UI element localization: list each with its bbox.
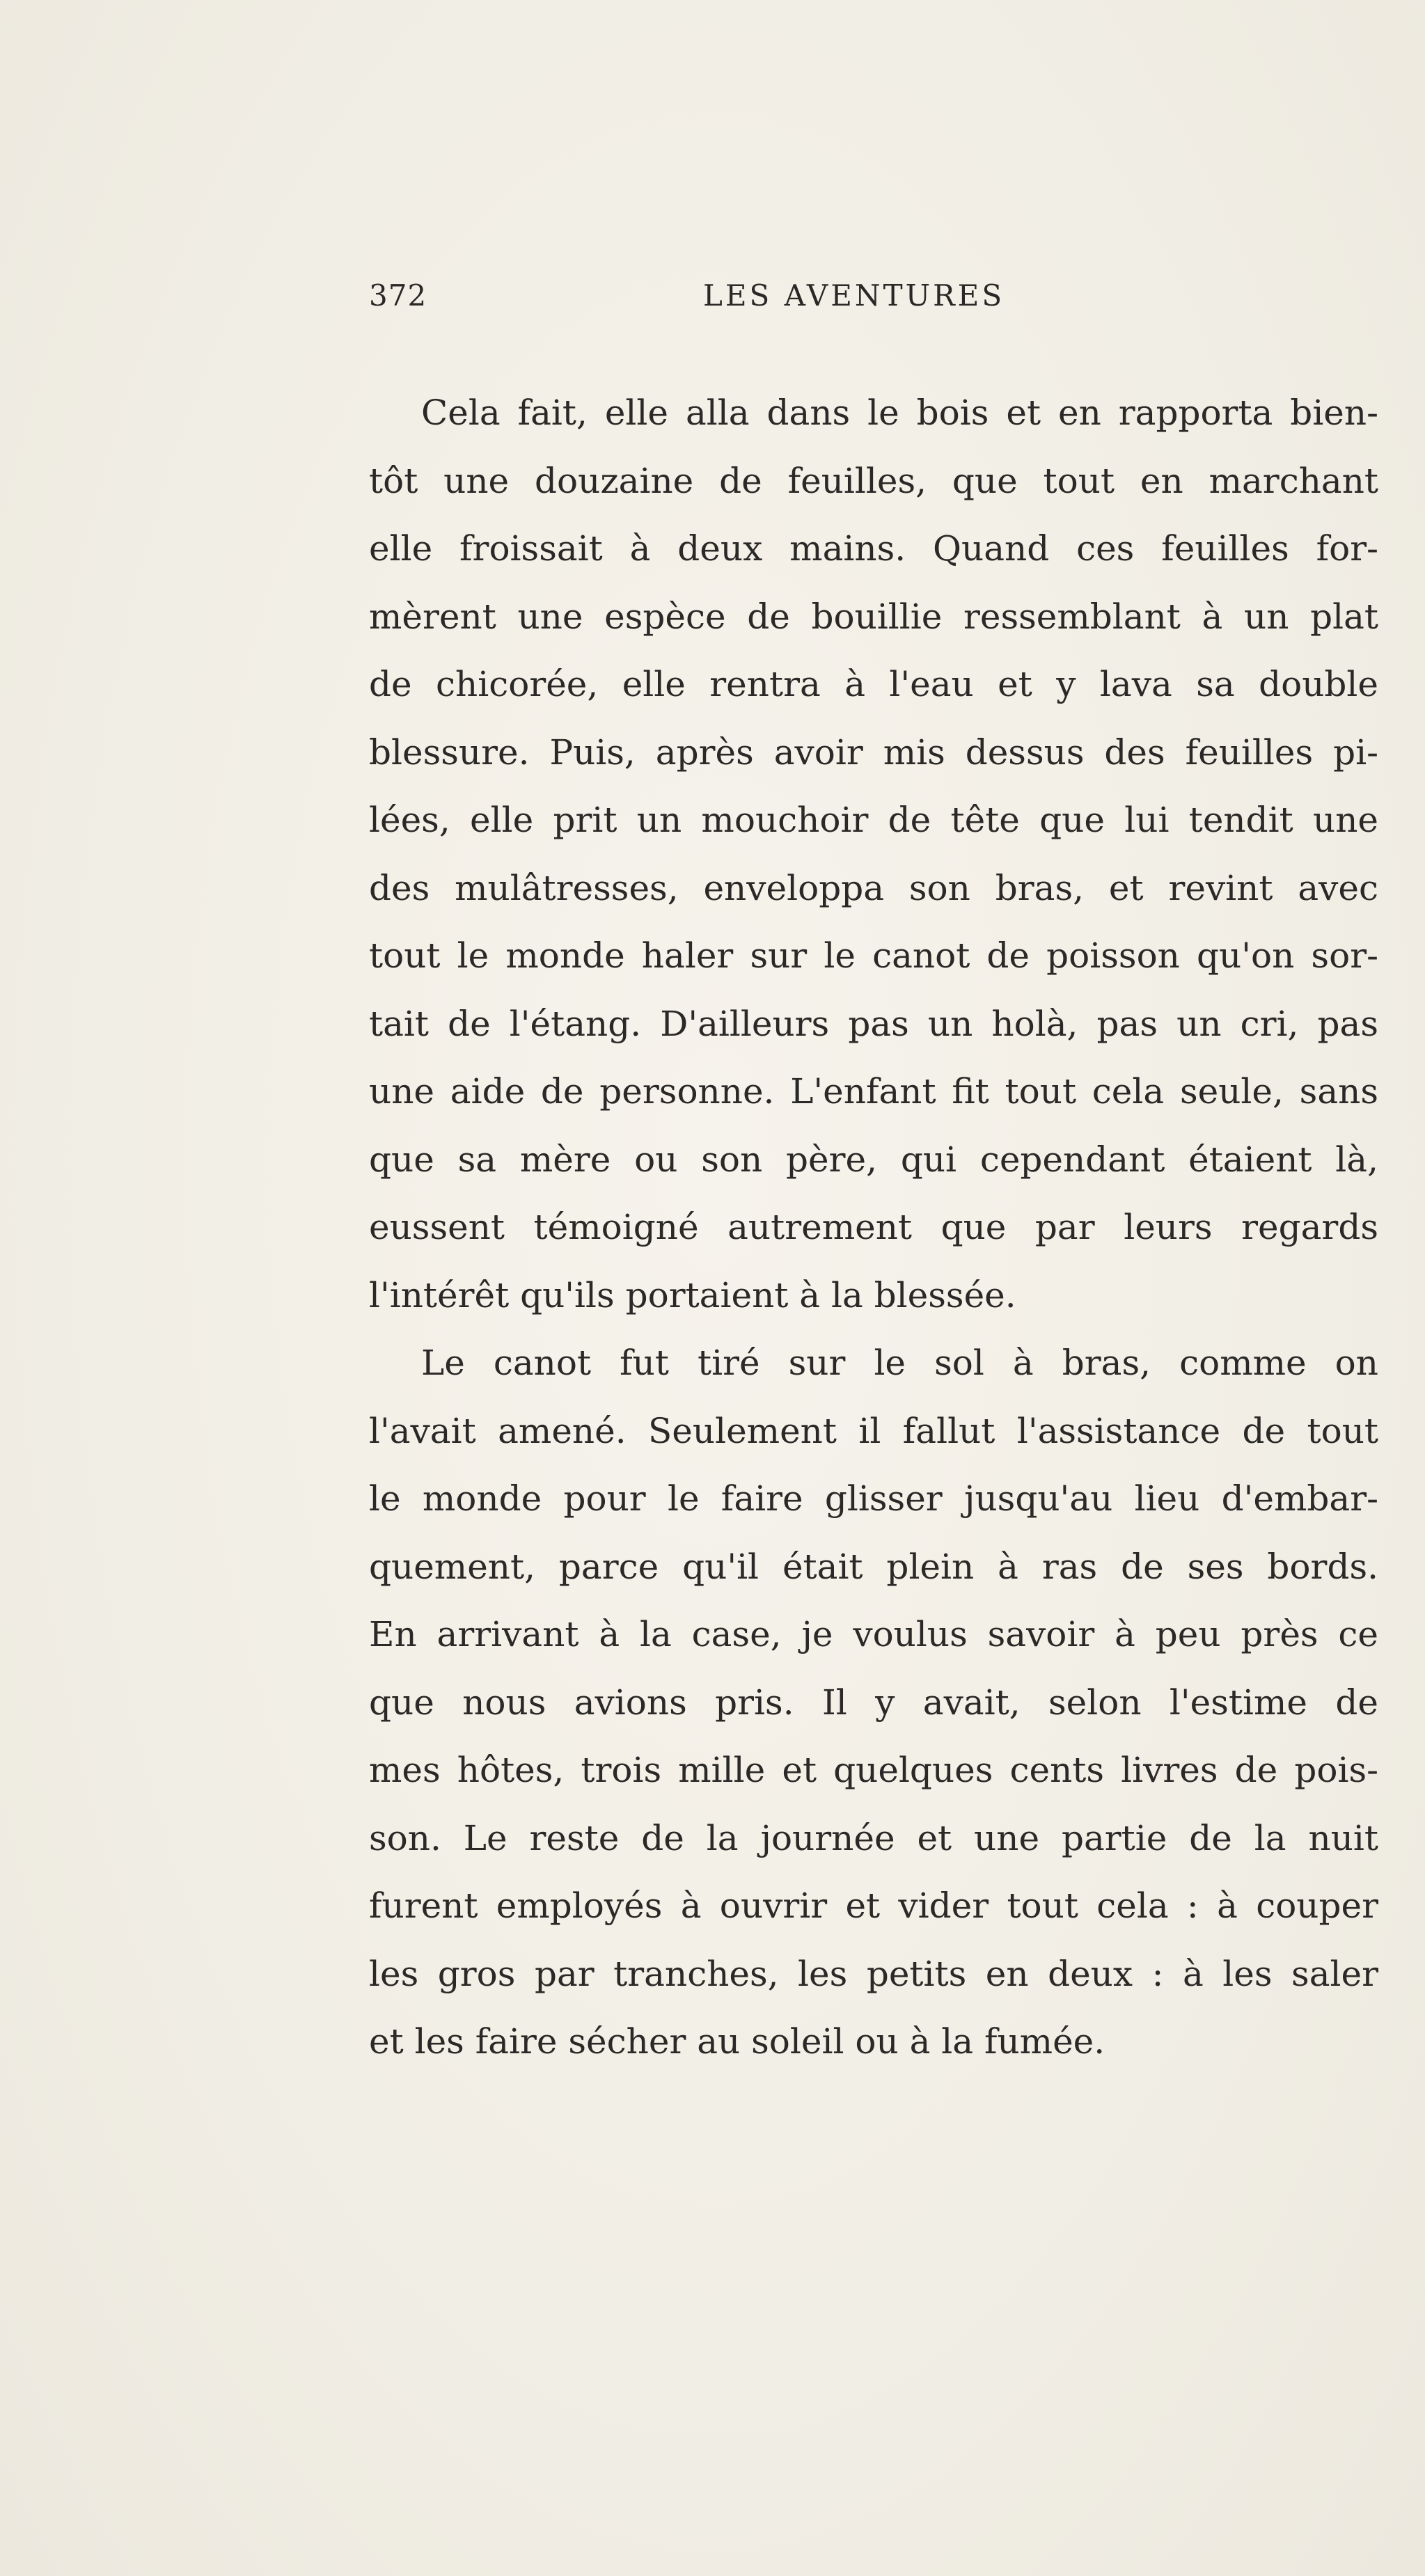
text-line: une aide de personne. L'enfant fit tout cela seule, sans	[369, 1071, 1378, 1112]
text-line: tout le monde haler sur le canot de poisson qu'on sor-	[369, 935, 1378, 976]
text-line: blessure. Puis, après avoir mis dessus des feuilles pi-	[369, 732, 1378, 773]
text-line: des mulâtresses, enveloppa son bras, et revint avec	[369, 867, 1378, 908]
text-line: que sa mère ou son père, qui cependant étaient là,	[369, 1139, 1378, 1180]
text-line: quement, parce qu'il était plein à ras de ses bords.	[369, 1546, 1378, 1587]
text-line: de chicorée, elle rentra à l'eau et y lava sa double	[369, 664, 1378, 704]
text-line: mes hôtes, trois mille et quelques cents livres de pois-	[369, 1750, 1378, 1790]
text-line: que nous avions pris. Il y avait, selon l'estime de	[369, 1682, 1378, 1723]
page-header	[369, 278, 1378, 327]
text-line: tôt une douzaine de feuilles, que tout en marchant	[369, 460, 1378, 501]
text-line: et les faire sécher au soleil ou à la fumée.	[369, 2021, 1105, 2062]
running-head: LES AVENTURES	[703, 278, 1005, 313]
paragraph-2	[369, 1329, 1378, 2076]
page-number: 372	[369, 278, 427, 313]
text-line: furent employés à ouvrir et vider tout cela : à couper	[369, 1886, 1378, 1926]
text-line: En arrivant à la case, je voulus savoir à peu près ce	[369, 1614, 1378, 1654]
body-text	[369, 379, 1378, 2076]
text-line: tait de l'étang. D'ailleurs pas un holà, pas un cri, pas	[369, 1003, 1378, 1044]
text-line: l'avait amené. Seulement il fallut l'assistance de tout	[369, 1410, 1378, 1451]
text-line: mèrent une espèce de bouillie ressemblant à un plat	[369, 596, 1378, 637]
text-line: l'intérêt qu'ils portaient à la blessée.	[369, 1274, 1016, 1315]
text-line: lées, elle prit un mouchoir de tête que lui tendit une	[369, 800, 1378, 840]
text-line: elle froissait à deux mains. Quand ces feuilles for-	[369, 528, 1378, 569]
text-line: le monde pour le faire glisser jusqu'au lieu d'embar-	[369, 1478, 1378, 1519]
paragraph-1	[369, 379, 1378, 1329]
text-line: Cela fait, elle alla dans le bois et en rapporta bien-	[421, 393, 1378, 433]
text-line: les gros par tranches, les petits en deux : à les saler	[369, 1953, 1378, 1994]
text-line: son. Le reste de la journée et une partie de la nuit	[369, 1817, 1378, 1858]
text-line: eussent témoigné autrement que par leurs regards	[369, 1207, 1378, 1247]
text-line: Le canot fut tiré sur le sol à bras, comme on	[421, 1343, 1378, 1383]
